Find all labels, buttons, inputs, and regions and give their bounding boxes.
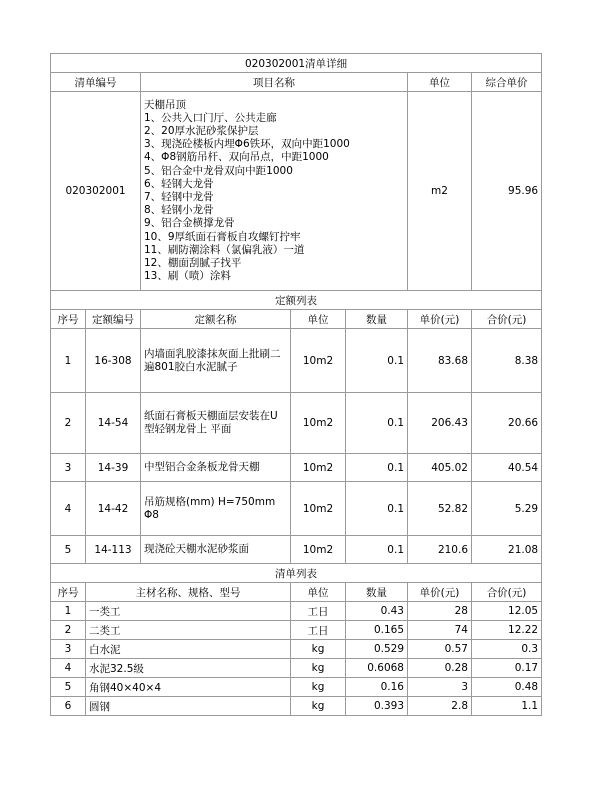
- quota-price: 83.68: [408, 329, 472, 393]
- quota-code: 14-39: [86, 454, 141, 482]
- quota-qty: 0.1: [346, 536, 408, 564]
- materials-qty-header: 数量: [346, 583, 408, 602]
- materials-seq-header: 序号: [51, 583, 86, 602]
- quota-code: 14-42: [86, 482, 141, 536]
- quota-row: [51, 393, 542, 454]
- quota-name: 吊筋规格(mm) H=750mm Φ8: [141, 482, 291, 536]
- quota-row: [51, 329, 542, 393]
- material-price: 2.8: [408, 697, 472, 716]
- material-price: 0.57: [408, 640, 472, 659]
- quota-total: 21.08: [472, 536, 542, 564]
- material-price: 3: [408, 678, 472, 697]
- material-qty: 0.165: [346, 621, 408, 640]
- material-row: [51, 602, 542, 621]
- quota-qty: 0.1: [346, 454, 408, 482]
- material-name: 白水泥: [86, 640, 291, 659]
- materials-section-title: 清单列表: [51, 564, 542, 583]
- material-name: 角钢40×40×4: [86, 678, 291, 697]
- material-seq: 6: [51, 697, 86, 716]
- material-unit: kg: [291, 640, 346, 659]
- materials-total-header: 合价(元): [472, 583, 542, 602]
- quota-unit: 10m2: [291, 329, 346, 393]
- material-total: 0.17: [472, 659, 542, 678]
- quota-qty-header: 数量: [346, 310, 408, 329]
- item-code-header: 清单编号: [51, 73, 141, 92]
- material-seq: 3: [51, 640, 86, 659]
- quota-code: 14-54: [86, 393, 141, 454]
- material-total: 12.22: [472, 621, 542, 640]
- quota-code: 14-113: [86, 536, 141, 564]
- quota-row: [51, 536, 542, 564]
- quota-qty: 0.1: [346, 482, 408, 536]
- material-total: 1.1: [472, 697, 542, 716]
- material-seq: 2: [51, 621, 86, 640]
- title-row: [51, 54, 542, 73]
- quota-unit: 10m2: [291, 454, 346, 482]
- material-seq: 4: [51, 659, 86, 678]
- quota-section-row: [51, 291, 542, 310]
- quota-seq: 1: [51, 329, 86, 393]
- material-seq: 5: [51, 678, 86, 697]
- item-header-row: [51, 73, 542, 92]
- material-qty: 0.43: [346, 602, 408, 621]
- material-total: 12.05: [472, 602, 542, 621]
- materials-header-row: [51, 583, 542, 602]
- quota-name: 内墙面乳胶漆抹灰面上批刷二遍801胶白水泥腻子: [141, 329, 291, 393]
- quota-total-header: 合价(元): [472, 310, 542, 329]
- quota-seq: 3: [51, 454, 86, 482]
- quota-name: 纸面石膏板天棚面层安装在U型轻钢龙骨上 平面: [141, 393, 291, 454]
- material-qty: 0.393: [346, 697, 408, 716]
- quota-total: 8.38: [472, 329, 542, 393]
- quota-seq-header: 序号: [51, 310, 86, 329]
- material-row: [51, 621, 542, 640]
- item-description: 天棚吊顶 1、公共入口门厅、公共走廊 2、20厚水泥砂浆保护层 3、现浇砼楼板内埋Φ6铁环，双向中距1000 4、Φ8钢筋吊杆、双向吊点，中距1000 5、铝合金中龙骨双向中距1000 6、轻钢大龙骨 7、轻钢中龙骨 8、轻钢小龙骨 9、铝合金横撑龙骨 10、9厚纸面石膏板自攻螺钉拧牢 11、刷防潮涂料（氯偏乳液）一道 12、棚面刮腻子找平 13、刷（喷）涂料: [141, 92, 408, 291]
- material-price: 0.28: [408, 659, 472, 678]
- item-row: [51, 92, 542, 291]
- material-price: 28: [408, 602, 472, 621]
- quota-row: [51, 454, 542, 482]
- material-name: 水泥32.5级: [86, 659, 291, 678]
- quota-total: 20.66: [472, 393, 542, 454]
- quota-code-header: 定额编号: [86, 310, 141, 329]
- material-price: 74: [408, 621, 472, 640]
- quota-seq: 4: [51, 482, 86, 536]
- material-unit: 工日: [291, 621, 346, 640]
- quota-qty: 0.1: [346, 329, 408, 393]
- material-row: [51, 678, 542, 697]
- item-unit-header: 单位: [408, 73, 472, 92]
- material-qty: 0.529: [346, 640, 408, 659]
- quota-price: 52.82: [408, 482, 472, 536]
- item-code: 020302001: [51, 92, 141, 291]
- quota-total: 40.54: [472, 454, 542, 482]
- item-name-header: 项目名称: [141, 73, 408, 92]
- quota-qty: 0.1: [346, 393, 408, 454]
- materials-unit-header: 单位: [291, 583, 346, 602]
- quota-unit: 10m2: [291, 393, 346, 454]
- quota-section-title: 定额列表: [51, 291, 542, 310]
- material-total: 0.3: [472, 640, 542, 659]
- quota-name: 中型铝合金条板龙骨天棚: [141, 454, 291, 482]
- table-title: 020302001清单详细: [51, 54, 542, 73]
- quota-price: 405.02: [408, 454, 472, 482]
- material-row: [51, 640, 542, 659]
- item-price: 95.96: [472, 92, 542, 291]
- quota-name-header: 定额名称: [141, 310, 291, 329]
- quota-price-header: 单价(元): [408, 310, 472, 329]
- quota-code: 16-308: [86, 329, 141, 393]
- material-name: 圆钢: [86, 697, 291, 716]
- quota-price: 210.6: [408, 536, 472, 564]
- quota-row: [51, 482, 542, 536]
- material-qty: 0.16: [346, 678, 408, 697]
- materials-name-header: 主材名称、规格、型号: [86, 583, 291, 602]
- material-row: [51, 659, 542, 678]
- material-name: 一类工: [86, 602, 291, 621]
- detail-table: [50, 53, 542, 716]
- quota-unit-header: 单位: [291, 310, 346, 329]
- quota-header-row: [51, 310, 542, 329]
- item-unit: m2: [408, 92, 472, 291]
- material-qty: 0.6068: [346, 659, 408, 678]
- quota-total: 5.29: [472, 482, 542, 536]
- materials-price-header: 单价(元): [408, 583, 472, 602]
- material-seq: 1: [51, 602, 86, 621]
- quota-seq: 5: [51, 536, 86, 564]
- material-unit: kg: [291, 678, 346, 697]
- quota-unit: 10m2: [291, 536, 346, 564]
- quota-unit: 10m2: [291, 482, 346, 536]
- material-total: 0.48: [472, 678, 542, 697]
- material-unit: kg: [291, 697, 346, 716]
- quota-seq: 2: [51, 393, 86, 454]
- material-unit: 工日: [291, 602, 346, 621]
- quota-name: 现浇砼天棚水泥砂浆面: [141, 536, 291, 564]
- material-unit: kg: [291, 659, 346, 678]
- materials-section-row: [51, 564, 542, 583]
- item-price-header: 综合单价: [472, 73, 542, 92]
- quota-price: 206.43: [408, 393, 472, 454]
- material-name: 二类工: [86, 621, 291, 640]
- material-row: [51, 697, 542, 716]
